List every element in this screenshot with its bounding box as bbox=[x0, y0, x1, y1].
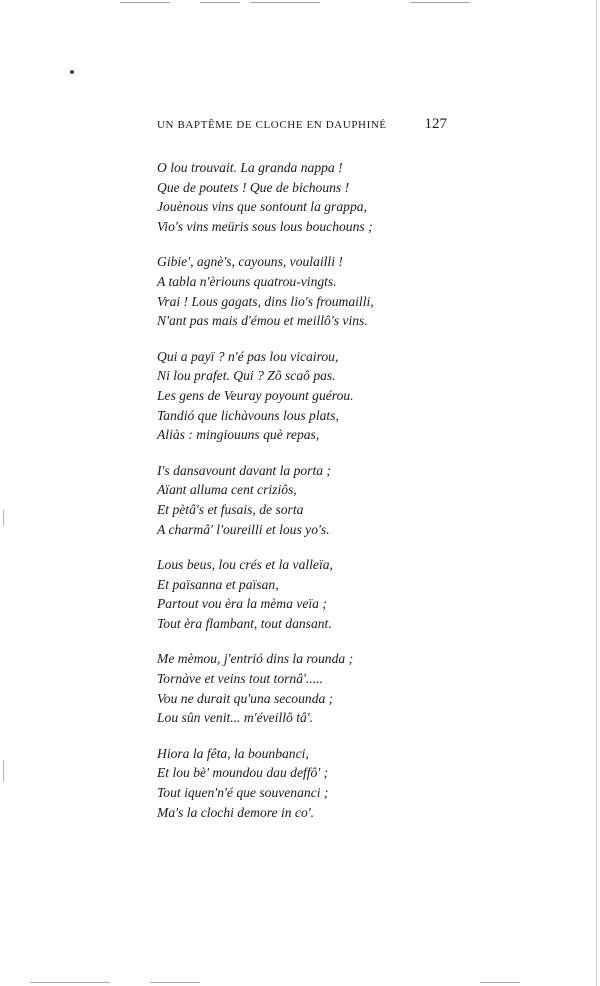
verse-line: Gibie', agnè's, cayouns, voulailli ! bbox=[157, 254, 343, 270]
verse-line: Qui a payï ? n'é pas lou vicairou, bbox=[157, 348, 339, 364]
verse-line: Aïant alluma cent criziôs, bbox=[157, 482, 297, 498]
page-number: 127 bbox=[424, 116, 447, 132]
scan-line-right bbox=[596, 0, 597, 986]
stanza bbox=[157, 158, 457, 236]
scan-line-top bbox=[250, 2, 320, 3]
stanza bbox=[157, 649, 457, 727]
scan-line-top bbox=[200, 2, 240, 3]
scan-line-bottom bbox=[30, 982, 110, 983]
verse-line: Et pètâ's et fusais, de sorta bbox=[157, 501, 304, 517]
scan-line-top bbox=[410, 2, 470, 3]
verse-line: Tandió que lichàvouns lous plats, bbox=[157, 407, 339, 423]
verse-line: Tout èra flambant, tout dansant. bbox=[157, 615, 332, 631]
stanza bbox=[157, 347, 457, 445]
verse-line: Et lou bè' moundou dau deffô' ; bbox=[157, 765, 329, 781]
verse-line: Ni lou prafet. Qui ? Zô scaô pas. bbox=[157, 368, 336, 384]
page-header bbox=[157, 116, 447, 137]
verse-line: Aliàs : mingiouuns què repas, bbox=[157, 427, 320, 443]
verse-line: A charmâ' l'oureilli et lous yo's. bbox=[157, 521, 330, 537]
stanza bbox=[157, 461, 457, 539]
verse-line: Les gens de Veuray poyount guérou. bbox=[157, 387, 354, 403]
scan-line-top bbox=[120, 2, 170, 3]
verse-line: Jouènous vins que sontount la grappa, bbox=[157, 199, 367, 215]
verse-line: O lou trouvait. La granda nappa ! bbox=[157, 160, 343, 175]
verse-line: Lou sûn venit... m'éveillô tâ'. bbox=[157, 710, 314, 726]
verse-line: Et païsanna et païsan, bbox=[157, 576, 279, 592]
verse-line: Vrai ! Lous gagats, dins lio's froumailli, bbox=[157, 293, 374, 309]
scan-line-left bbox=[3, 510, 4, 526]
poem-body bbox=[157, 158, 457, 838]
verse-line: Vou ne durait qu'una secounda ; bbox=[157, 690, 334, 706]
verse-line: A tabla n'èriouns quatrou-vingts. bbox=[157, 273, 337, 289]
verse-line: Me mèmou, j'entrió dins la rounda ; bbox=[157, 651, 354, 667]
verse-line: Lous beus, lou crés et la valleïa, bbox=[157, 557, 333, 573]
verse-line: Vio's vins meüris sous lous bouchouns ; bbox=[157, 218, 373, 234]
stanza bbox=[157, 252, 457, 330]
scan-dot bbox=[70, 70, 74, 74]
scan-line-bottom bbox=[150, 982, 200, 983]
verse-line: Tout iquen'n'é que souvenanci ; bbox=[157, 785, 329, 801]
verse-line: Partout vou èra la mèma veïa ; bbox=[157, 596, 327, 612]
verse-line: Que de poutets ! Que de bichouns ! bbox=[157, 179, 350, 195]
scan-line-left bbox=[3, 760, 4, 782]
stanza bbox=[157, 555, 457, 633]
verse-line: Tornàve et veins tout tornâ'..... bbox=[157, 671, 323, 687]
verse-line: Hiora la fêta, la bounbanci, bbox=[157, 745, 309, 761]
running-title: UN BAPTÊME DE CLOCHE EN DAUPHINÉ bbox=[157, 119, 387, 131]
verse-line: Ma's la clochi demore in co'. bbox=[157, 804, 315, 820]
verse-line: I's dansavount davant la porta ; bbox=[157, 462, 331, 478]
stanza bbox=[157, 744, 457, 822]
scan-line-bottom bbox=[480, 982, 520, 983]
verse-line: N'ant pas mais d'émou et meillô's vins. bbox=[157, 313, 368, 329]
